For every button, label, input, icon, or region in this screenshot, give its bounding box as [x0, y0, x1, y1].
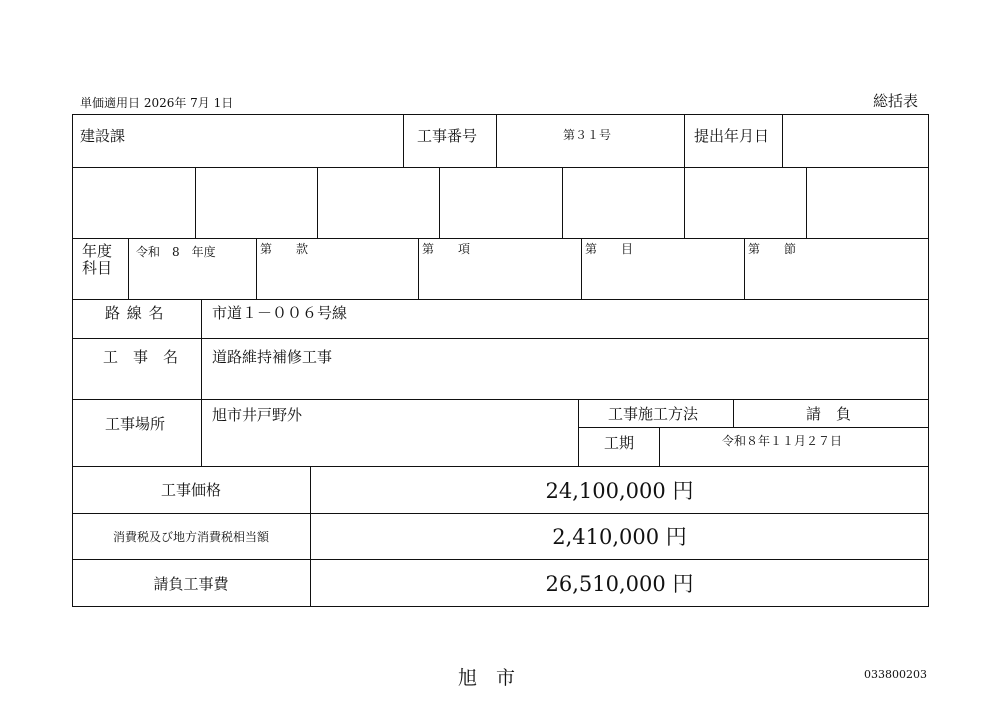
location-label: 工事場所: [105, 415, 166, 433]
work-name-label: 工 事 名: [103, 348, 179, 366]
budget-label: [82, 243, 112, 277]
approval-box-4: [440, 168, 561, 237]
cost-row-label-3: 請負工事費: [153, 574, 229, 593]
method-label: 工事施工方法: [608, 405, 699, 423]
approval-box-1: [73, 168, 194, 237]
footer-code: 033800203: [864, 668, 927, 681]
approval-box-3: [318, 168, 438, 237]
budget-kan: 第 款: [260, 242, 309, 256]
cost-row-value-1: 24,100,000 円: [545, 478, 694, 503]
cost-row-label-1: 工事価格: [160, 481, 221, 499]
unit-price-date: 単価適用日 2026年 7月 1日: [80, 96, 234, 110]
budget-kou: 第 項: [422, 242, 471, 256]
budget-setsu: 第 節: [748, 242, 797, 256]
route-label: 路 線 名: [105, 304, 165, 322]
approval-box-2: [196, 168, 316, 237]
route-value: 市道１－００６号線: [212, 304, 348, 322]
approval-box-7: [807, 168, 928, 237]
department-name: 建設課: [80, 127, 126, 145]
approval-box-6: [685, 168, 805, 237]
cost-row-label-2: 消費税及び地方消費税相当額: [112, 529, 269, 544]
budget-year: 令和 8 年度: [136, 245, 216, 259]
sheet-title: 総括表: [873, 92, 919, 110]
method-value: 請 負: [806, 405, 852, 423]
work-name-value: 道路維持補修工事: [212, 348, 333, 366]
cost-row-value-2: 2,410,000 円: [552, 525, 687, 549]
work-number-value: 第３１号: [563, 128, 612, 142]
period-value: 令和８年１１月２７日: [722, 434, 843, 448]
period-label: 工期: [604, 434, 635, 452]
submit-date-label: 提出年月日: [694, 127, 770, 145]
work-number-label: 工事番号: [417, 127, 478, 145]
footer-city: 旭 市: [458, 667, 516, 689]
budget-label-line2: 科目: [82, 259, 113, 277]
budget-moku: 第 目: [585, 242, 634, 256]
budget-label-line1: 年度: [82, 242, 113, 260]
approval-box-5: [563, 168, 683, 237]
location-value: 旭市井戸野外: [212, 406, 303, 424]
cost-row-value-3: 26,510,000 円: [545, 572, 694, 596]
